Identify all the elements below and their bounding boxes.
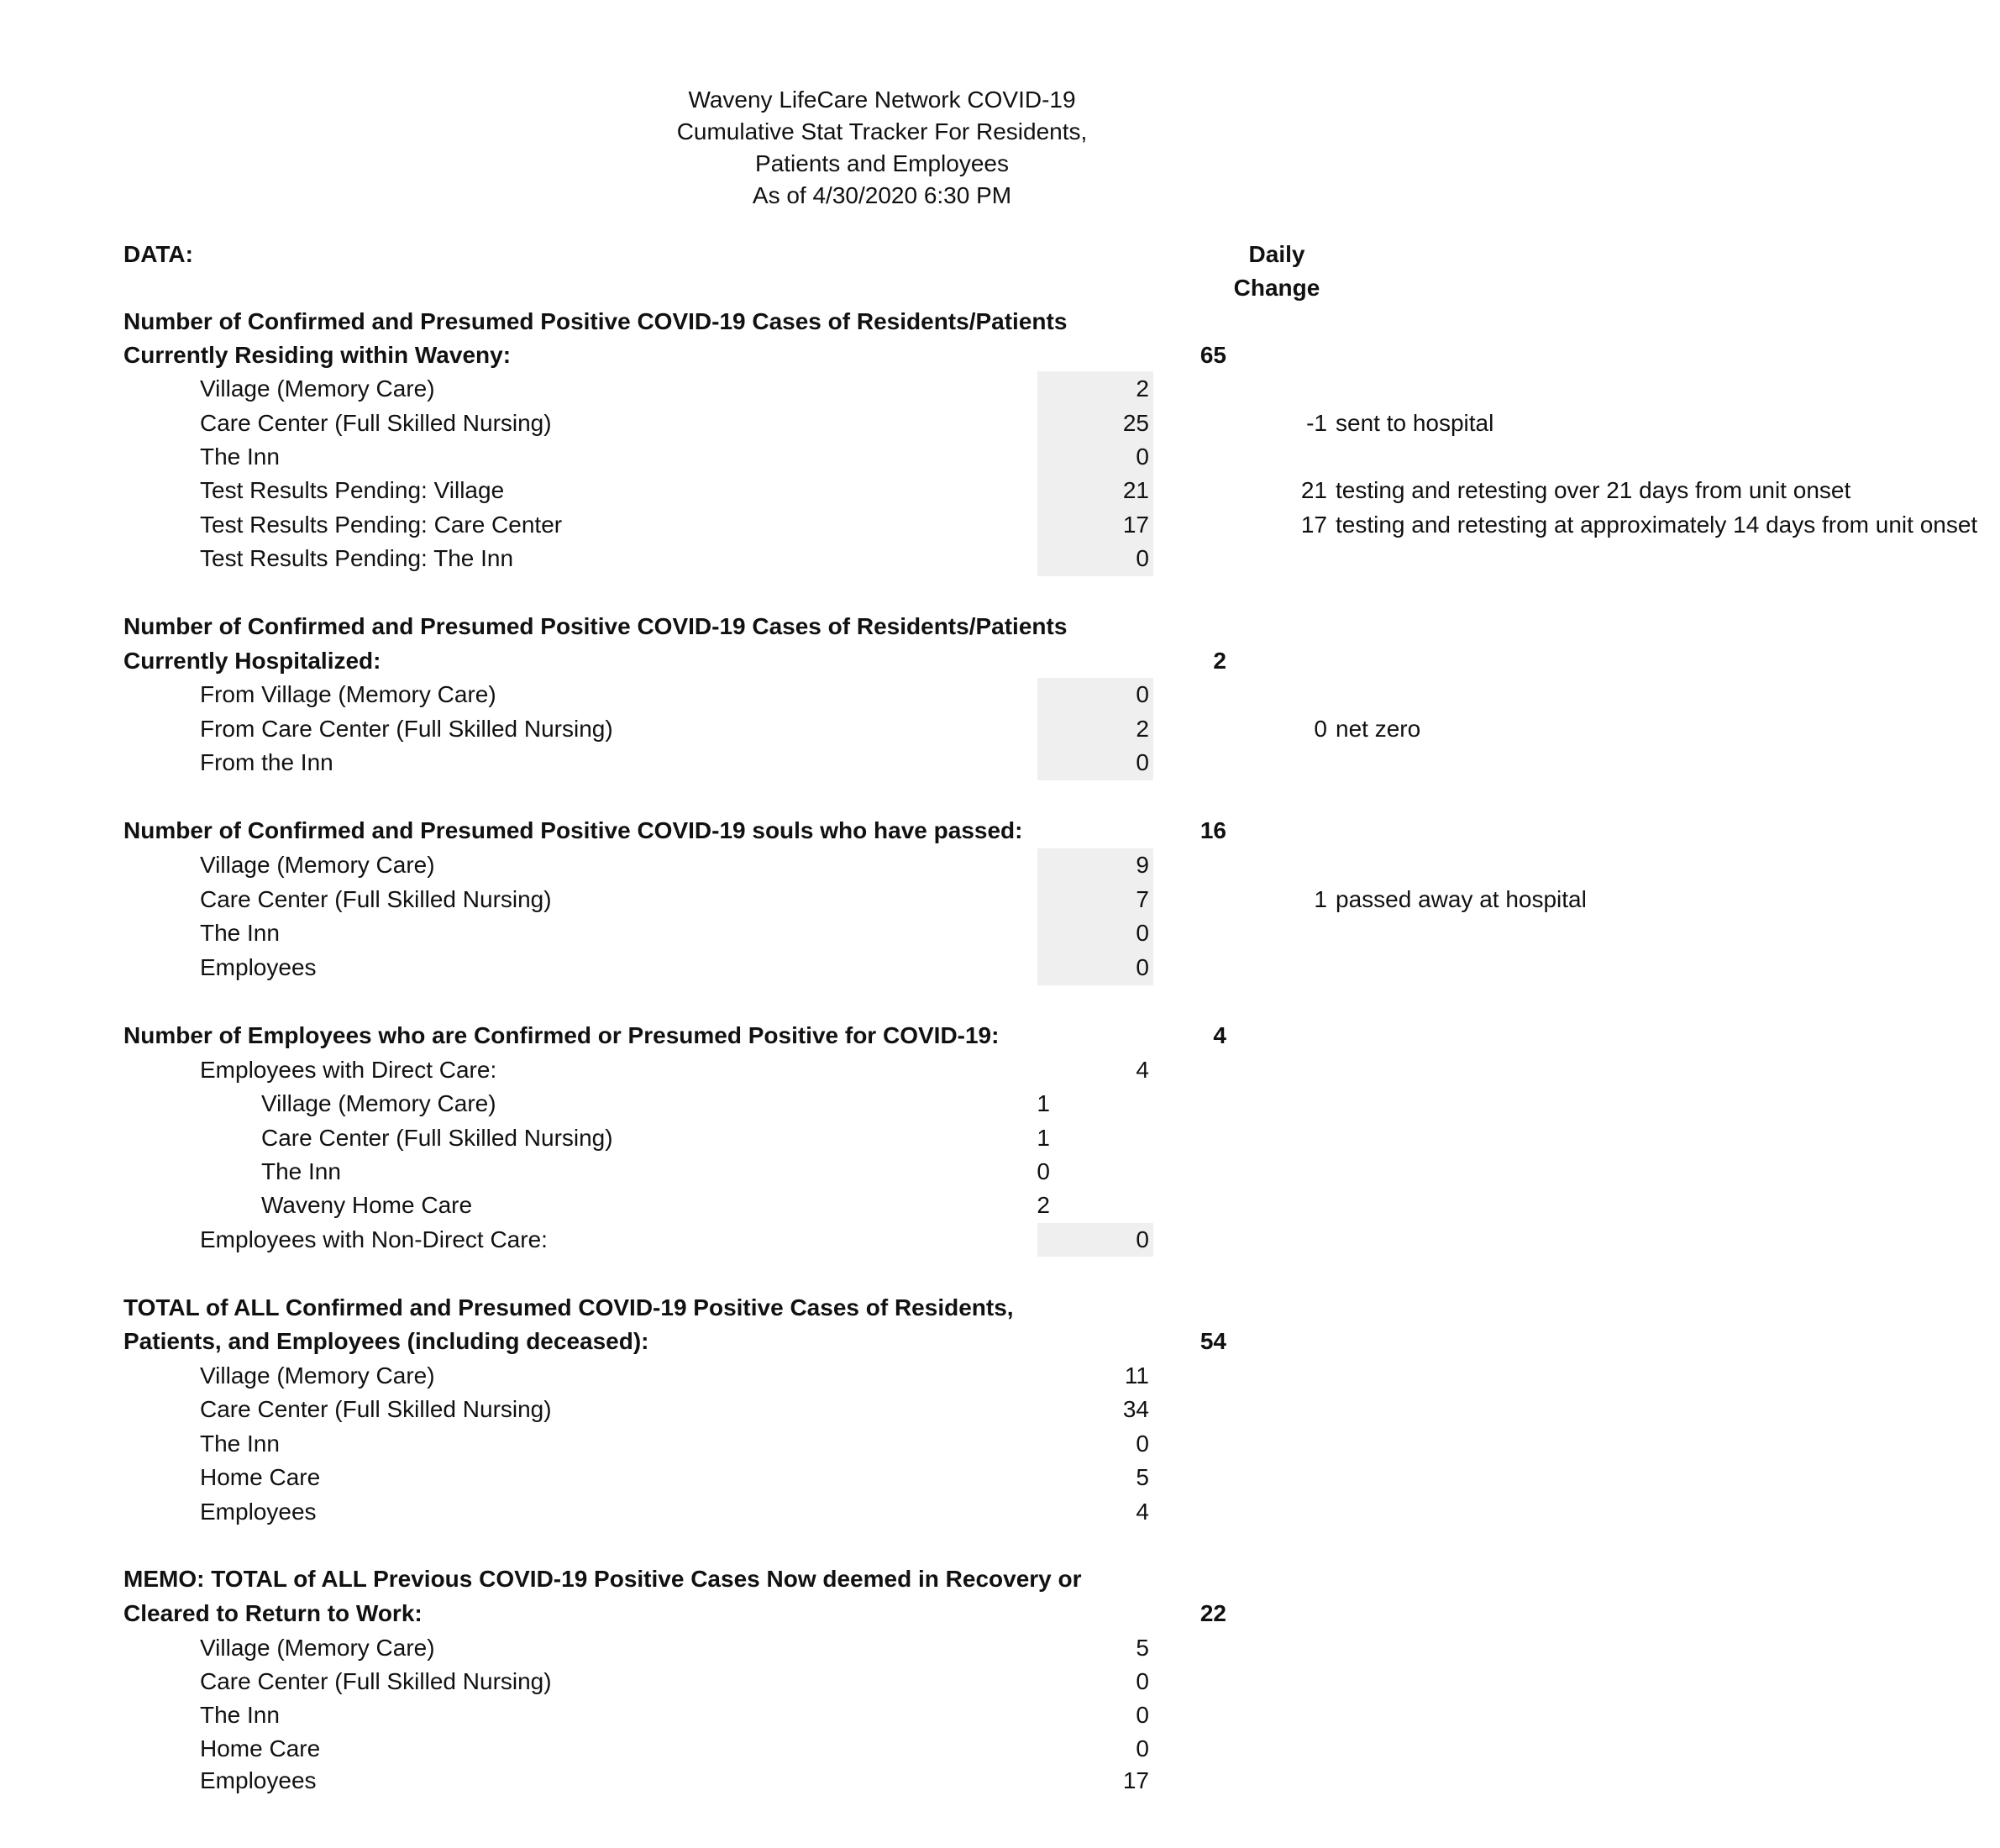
daily-change-note: testing and retesting at approximately 14 days from unit onset xyxy=(1336,512,1978,538)
row-value: 5 xyxy=(1136,1635,1149,1661)
section-heading-line: TOTAL of ALL Confirmed and Presumed COVID-19 Positive Cases of Residents, xyxy=(123,1294,1014,1320)
section-total: 54 xyxy=(1199,1328,1226,1354)
daily-change-note: testing and retesting over 21 days from unit onset xyxy=(1336,477,1851,503)
row-value: 17 xyxy=(1122,512,1149,538)
row-label: Test Results Pending: The Inn xyxy=(200,545,514,571)
direct-care-label: Employees with Direct Care: xyxy=(200,1057,497,1083)
row-value: 2 xyxy=(1136,716,1149,742)
row-value: 0 xyxy=(1136,954,1149,980)
daily-change-value: 0 xyxy=(1314,716,1327,742)
report-date: As of 4/30/2020 6:30 PM xyxy=(752,182,1012,208)
sub-row-value: 1 xyxy=(1037,1125,1050,1151)
sub-row-label: Village (Memory Care) xyxy=(261,1090,496,1116)
row-label: Employees xyxy=(200,1499,317,1525)
row-label: Village (Memory Care) xyxy=(200,1635,435,1661)
row-label: Care Center (Full Skilled Nursing) xyxy=(200,1396,552,1422)
row-label: Care Center (Full Skilled Nursing) xyxy=(200,410,552,436)
report-title-line-3: Patients and Employees xyxy=(755,150,1009,176)
row-value: 7 xyxy=(1136,886,1149,912)
daily-change-note: sent to hospital xyxy=(1336,410,1494,436)
daily-change-header-line-2: Change xyxy=(1233,275,1320,301)
row-value: 17 xyxy=(1122,1767,1149,1793)
data-label: DATA: xyxy=(123,241,193,267)
row-label: Employees xyxy=(200,1767,317,1793)
section-total: 22 xyxy=(1199,1600,1226,1626)
row-value: 0 xyxy=(1136,1431,1149,1457)
row-label: Test Results Pending: Care Center xyxy=(200,512,563,538)
direct-care-value: 4 xyxy=(1136,1057,1149,1083)
row-value: 0 xyxy=(1136,545,1149,571)
daily-change-value: 17 xyxy=(1300,512,1327,538)
section-heading-line: Number of Confirmed and Presumed Positive COVID-19 souls who have passed: xyxy=(123,817,1023,843)
section-heading-line: Currently Residing within Waveny: xyxy=(123,342,512,368)
row-value: 0 xyxy=(1136,681,1149,707)
row-value: 0 xyxy=(1136,749,1149,775)
row-value: 2 xyxy=(1136,375,1149,402)
daily-change-value: -1 xyxy=(1306,410,1327,436)
section-heading-line: Number of Confirmed and Presumed Positive COVID-19 Cases of Residents/Patients xyxy=(123,308,1068,334)
row-label: Employees xyxy=(200,954,317,980)
row-label: The Inn xyxy=(200,1702,280,1728)
row-label: Home Care xyxy=(200,1464,321,1490)
row-value: 0 xyxy=(1136,920,1149,946)
row-label: The Inn xyxy=(200,920,280,946)
sub-row-value: 1 xyxy=(1037,1090,1050,1116)
row-value: 0 xyxy=(1136,1668,1149,1694)
section-heading-line: Currently Hospitalized: xyxy=(123,648,381,674)
row-value: 5 xyxy=(1136,1464,1149,1490)
row-label: From Village (Memory Care) xyxy=(200,681,496,707)
row-label: Care Center (Full Skilled Nursing) xyxy=(200,886,552,912)
daily-change-value: 21 xyxy=(1300,477,1327,503)
row-value: 9 xyxy=(1136,852,1149,878)
row-label: Village (Memory Care) xyxy=(200,1362,435,1389)
section-heading-line: Cleared to Return to Work: xyxy=(123,1600,423,1626)
sub-row-label: Care Center (Full Skilled Nursing) xyxy=(261,1125,613,1151)
sub-row-value: 0 xyxy=(1037,1158,1050,1184)
row-label: Care Center (Full Skilled Nursing) xyxy=(200,1668,552,1694)
daily-change-note: net zero xyxy=(1336,716,1421,742)
row-value: 25 xyxy=(1122,410,1149,436)
section-heading-line: Number of Employees who are Confirmed or Presumed Positive for COVID-19: xyxy=(123,1022,1000,1048)
row-value: 0 xyxy=(1136,1735,1149,1761)
row-value: 34 xyxy=(1122,1396,1149,1422)
row-value: 0 xyxy=(1136,444,1149,470)
row-label: From Care Center (Full Skilled Nursing) xyxy=(200,716,613,742)
row-value: 21 xyxy=(1122,477,1149,503)
row-label: Village (Memory Care) xyxy=(200,852,435,878)
row-label: Home Care xyxy=(200,1735,321,1761)
row-value: 11 xyxy=(1124,1362,1149,1389)
row-label: The Inn xyxy=(200,444,280,470)
daily-change-value: 1 xyxy=(1314,886,1327,912)
row-label: From the Inn xyxy=(200,749,333,775)
section-heading-line: Number of Confirmed and Presumed Positive COVID-19 Cases of Residents/Patients xyxy=(123,613,1068,639)
non-direct-care-label: Employees with Non-Direct Care: xyxy=(200,1226,548,1252)
row-label: Test Results Pending: Village xyxy=(200,477,505,503)
sub-row-label: Waveny Home Care xyxy=(261,1192,473,1218)
report-title-line-2: Cumulative Stat Tracker For Residents, xyxy=(676,118,1088,144)
section-heading-line: Patients, and Employees (including deceased): xyxy=(123,1328,649,1354)
row-value: 0 xyxy=(1136,1702,1149,1728)
section-total: 16 xyxy=(1199,817,1226,843)
row-label: Village (Memory Care) xyxy=(200,375,435,402)
daily-change-header-line-1: Daily xyxy=(1248,241,1305,267)
non-direct-care-value: 0 xyxy=(1136,1226,1149,1252)
row-label: The Inn xyxy=(200,1431,280,1457)
section-total: 65 xyxy=(1199,342,1226,368)
section-total: 4 xyxy=(1213,1022,1226,1048)
section-heading-line: MEMO: TOTAL of ALL Previous COVID-19 Positive Cases Now deemed in Recovery or xyxy=(123,1566,1082,1592)
report-title-line-1: Waveny LifeCare Network COVID-19 xyxy=(688,87,1076,113)
row-value: 4 xyxy=(1136,1499,1149,1525)
daily-change-note: passed away at hospital xyxy=(1336,886,1587,912)
sub-row-label: The Inn xyxy=(261,1158,341,1184)
section-total: 2 xyxy=(1213,648,1226,674)
sub-row-value: 2 xyxy=(1037,1192,1050,1218)
